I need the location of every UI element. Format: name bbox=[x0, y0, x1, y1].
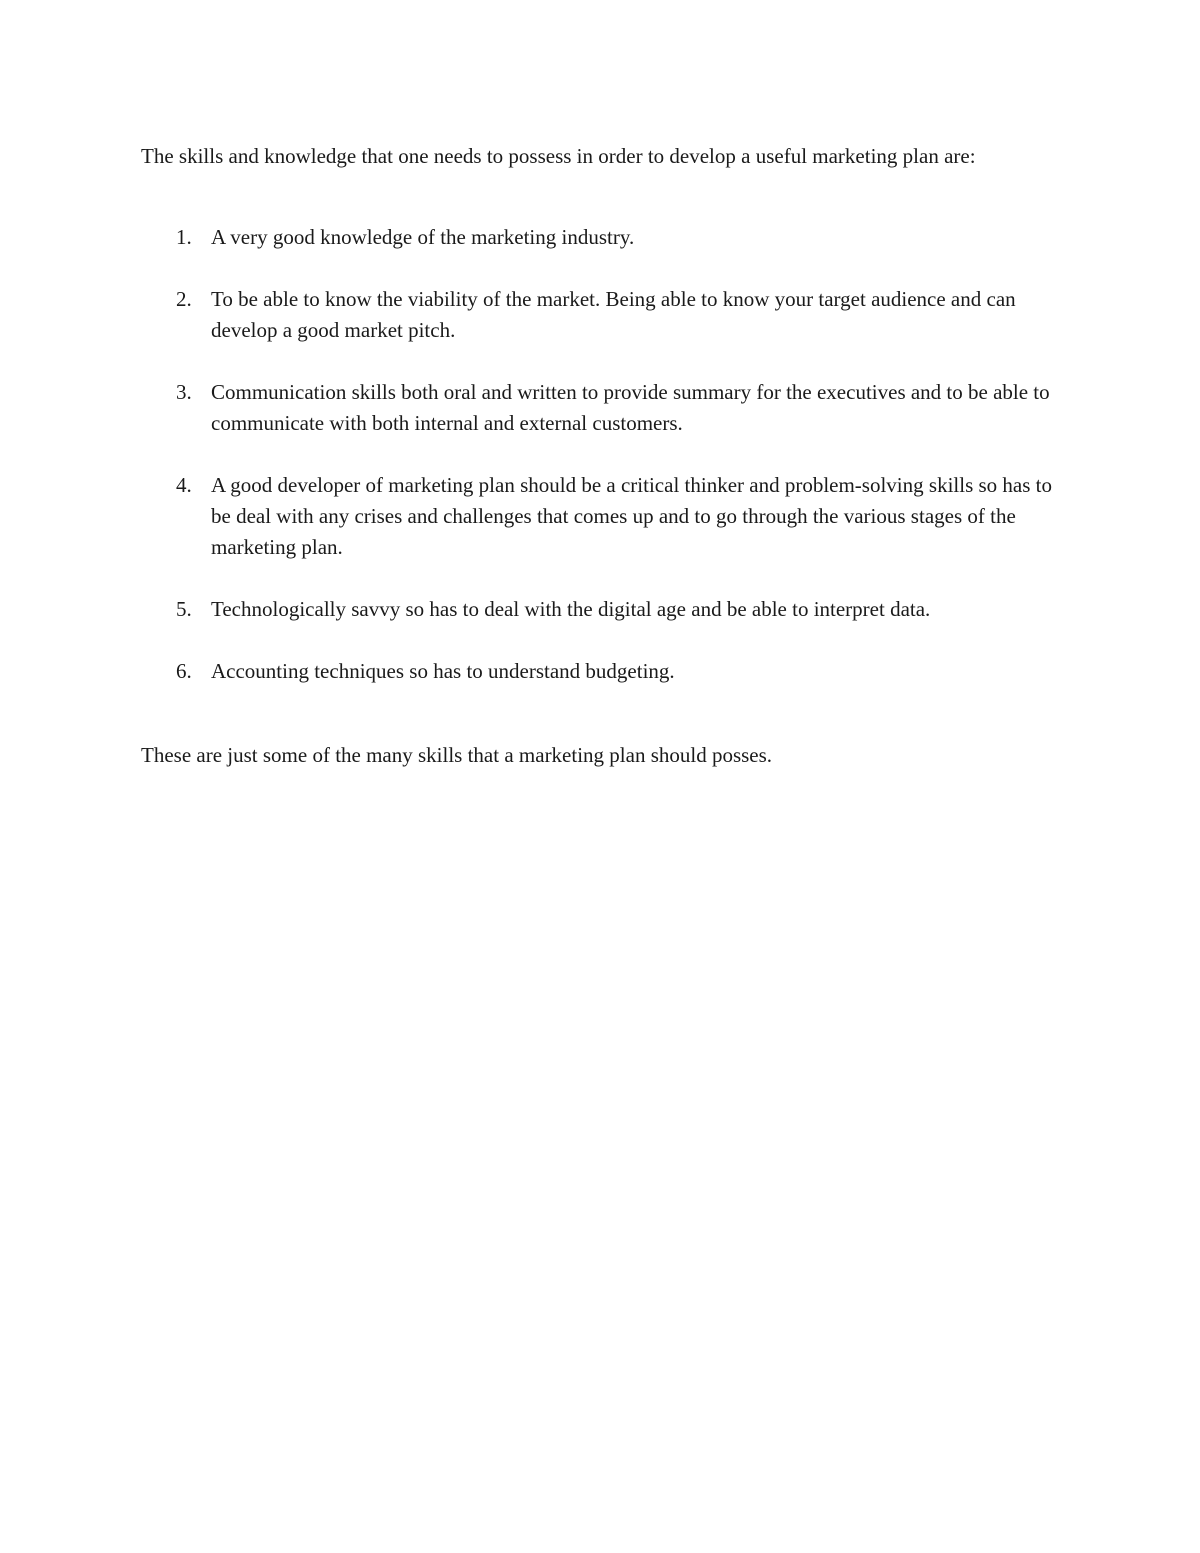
list-item-number: 1. bbox=[176, 225, 192, 249]
list-item-number: 4. bbox=[176, 473, 192, 497]
list-item bbox=[141, 284, 1071, 346]
list-item-text: A very good knowledge of the marketing industry. bbox=[211, 225, 635, 249]
closing-paragraph: These are just some of the many skills that a marketing plan should posses. bbox=[141, 743, 773, 767]
list-item bbox=[141, 377, 1071, 439]
list-item-number: 2. bbox=[176, 287, 192, 311]
list-item bbox=[141, 470, 1071, 563]
list-item bbox=[141, 656, 1071, 687]
list-item bbox=[141, 594, 1071, 625]
list-item-number: 6. bbox=[176, 659, 192, 683]
list-item-number: 3. bbox=[176, 380, 192, 404]
list-item-text: To be able to know the viability of the market. Being able to know your target audience and can develop a good market pitch. bbox=[211, 287, 1016, 342]
list-item-text: Technologically savvy so has to deal with the digital age and be able to interpret data. bbox=[211, 597, 931, 621]
list-item bbox=[141, 222, 1071, 253]
list-item-text: Accounting techniques so has to understand budgeting. bbox=[211, 659, 675, 683]
list-item-number: 5. bbox=[176, 597, 192, 621]
list-item-text: A good developer of marketing plan should be a critical thinker and problem-solving skills so has to be deal with any crises and challenges that comes up and to go through the various stages of the marketing plan. bbox=[211, 473, 1052, 559]
list-item-text: Communication skills both oral and written to provide summary for the executives and to be able to communicate with both internal and external customers. bbox=[211, 380, 1050, 435]
skills-list bbox=[141, 222, 1071, 718]
intro-paragraph: The skills and knowledge that one needs to possess in order to develop a useful marketing plan are: bbox=[141, 144, 976, 168]
